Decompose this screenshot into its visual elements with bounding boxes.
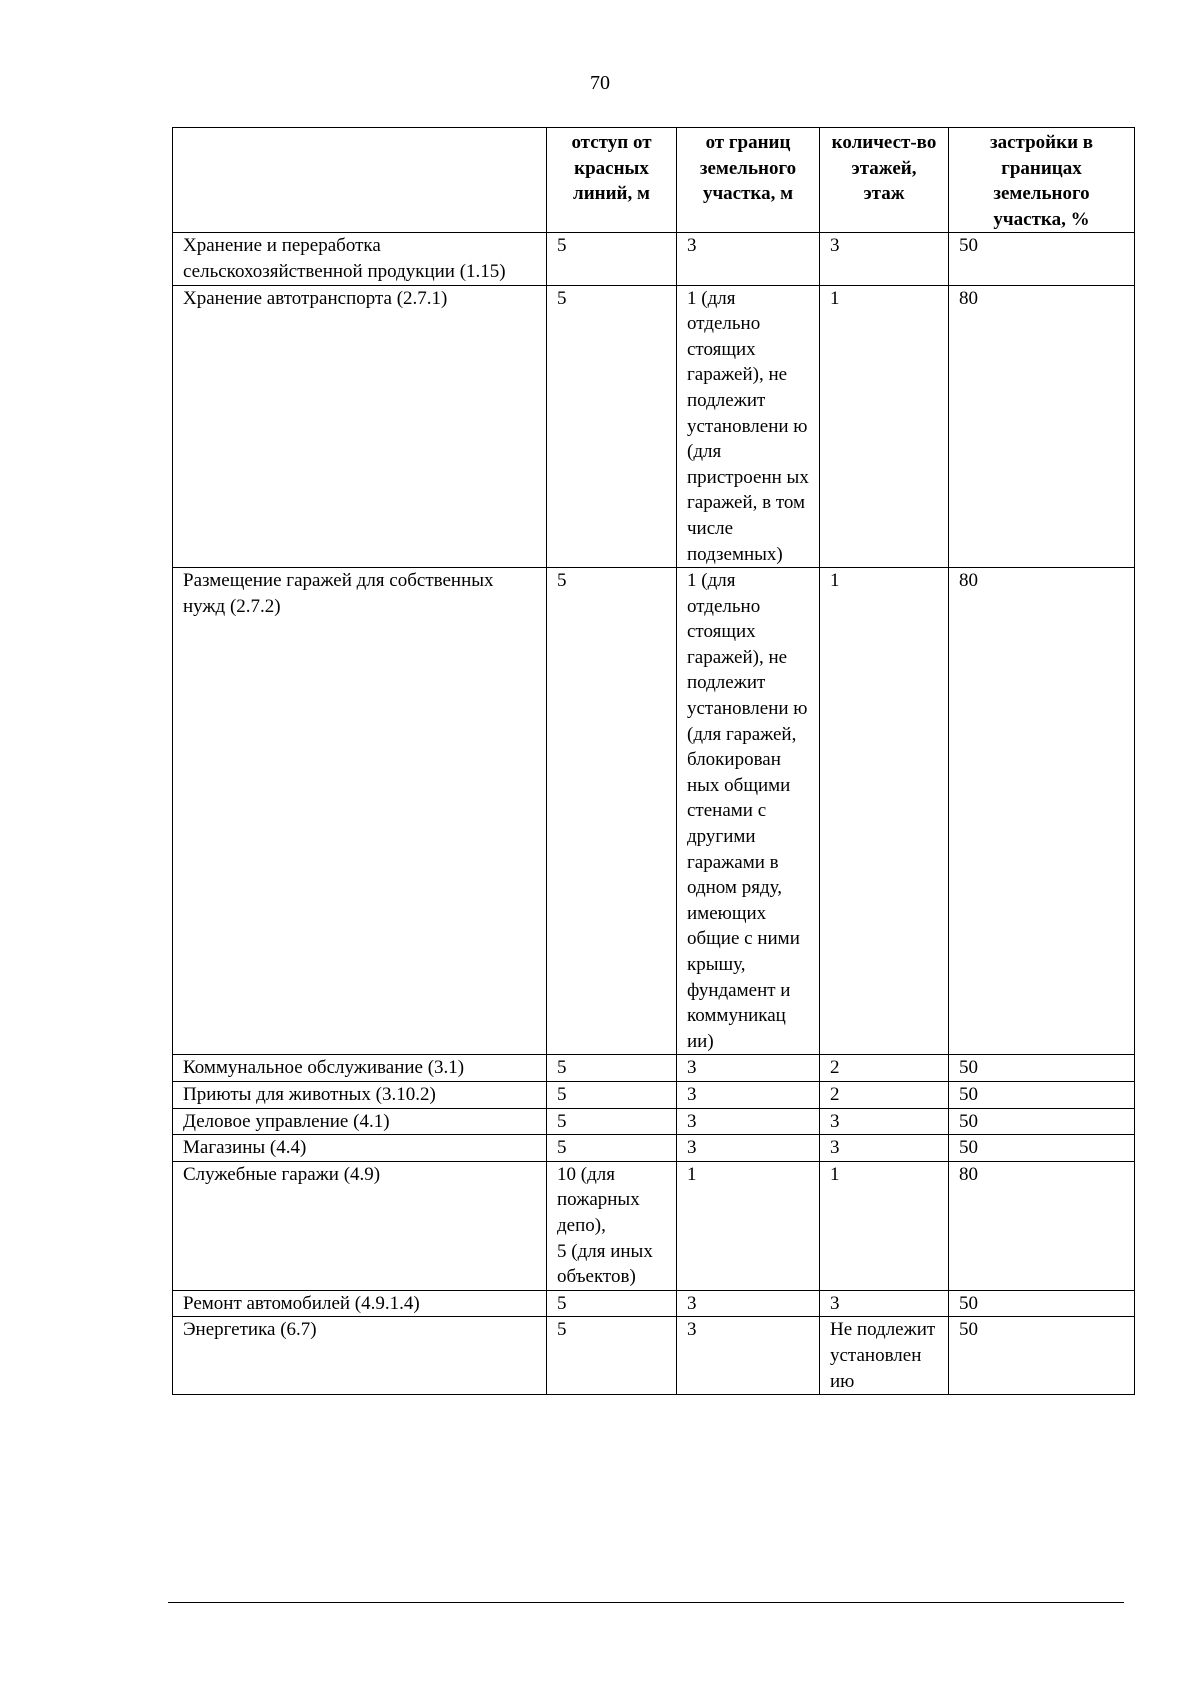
cell-use-type: Коммунальное обслуживание (3.1) <box>173 1055 547 1082</box>
cell-floor-count: 3 <box>820 1108 949 1135</box>
header-cell-coverage-percent: застройки в границах земельного участка, % <box>949 128 1135 233</box>
cell-coverage-percent: 50 <box>949 1081 1135 1108</box>
cell-floor-count: Не подлежит установлен ию <box>820 1317 949 1395</box>
cell-plot-boundary-setback: 3 <box>677 1108 820 1135</box>
cell-red-line-setback: 5 <box>547 285 677 568</box>
cell-red-line-setback: 5 <box>547 233 677 285</box>
cell-use-type: Ремонт автомобилей (4.9.1.4) <box>173 1290 547 1317</box>
cell-plot-boundary-setback: 3 <box>677 233 820 285</box>
cell-floor-count: 3 <box>820 1135 949 1162</box>
table-row <box>173 568 1135 1055</box>
cell-red-line-setback: 5 <box>547 1055 677 1082</box>
table-row <box>173 1135 1135 1162</box>
cell-red-line-setback: 5 <box>547 1081 677 1108</box>
cell-use-type: Магазины (4.4) <box>173 1135 547 1162</box>
cell-red-line-setback: 5 <box>547 1108 677 1135</box>
cell-floor-count: 1 <box>820 285 949 568</box>
cell-use-type: Размещение гаражей для собственных нужд (2.7.2) <box>173 568 547 1055</box>
header-cell-red-line-setback: отступ от красных линий, м <box>547 128 677 233</box>
cell-use-type: Хранение и переработка сельскохозяйственной продукции (1.15) <box>173 233 547 285</box>
table-row <box>173 1290 1135 1317</box>
table-row <box>173 285 1135 568</box>
cell-use-type: Деловое управление (4.1) <box>173 1108 547 1135</box>
cell-coverage-percent: 80 <box>949 285 1135 568</box>
cell-use-type: Служебные гаражи (4.9) <box>173 1161 547 1290</box>
cell-plot-boundary-setback: 1 (для отдельно стоящих гаражей), не подлежит установлени ю (для гаражей, блокирован ных общими стенами с другими гаражами в одном ряду, имеющих общие с ними крышу, фундамент и коммуникац ии) <box>677 568 820 1055</box>
cell-red-line-setback: 5 <box>547 1135 677 1162</box>
cell-floor-count: 1 <box>820 568 949 1055</box>
cell-plot-boundary-setback: 1 (для отдельно стоящих гаражей), не подлежит установлени ю (для пристроенн ых гаражей, в том числе подземных) <box>677 285 820 568</box>
cell-coverage-percent: 50 <box>949 1135 1135 1162</box>
cell-floor-count: 2 <box>820 1081 949 1108</box>
cell-use-type: Энергетика (6.7) <box>173 1317 547 1395</box>
header-cell-floor-count: количест-во этажей, этаж <box>820 128 949 233</box>
cell-use-type: Приюты для животных (3.10.2) <box>173 1081 547 1108</box>
cell-floor-count: 1 <box>820 1161 949 1290</box>
cell-floor-count: 2 <box>820 1055 949 1082</box>
cell-red-line-setback: 5 <box>547 568 677 1055</box>
cell-red-line-setback: 5 <box>547 1317 677 1395</box>
cell-coverage-percent: 80 <box>949 568 1135 1055</box>
footer-rule <box>168 1602 1124 1603</box>
header-cell-plot-boundary-setback: от границ земельного участка, м <box>677 128 820 233</box>
table-header-row <box>173 128 1135 233</box>
cell-red-line-setback: 10 (для пожарных депо), 5 (для иных объектов) <box>547 1161 677 1290</box>
cell-coverage-percent: 50 <box>949 1055 1135 1082</box>
cell-use-type: Хранение автотранспорта (2.7.1) <box>173 285 547 568</box>
table-row <box>173 1317 1135 1395</box>
header-cell-name <box>173 128 547 233</box>
table-row <box>173 1055 1135 1082</box>
cell-coverage-percent: 50 <box>949 1290 1135 1317</box>
cell-plot-boundary-setback: 3 <box>677 1055 820 1082</box>
cell-floor-count: 3 <box>820 1290 949 1317</box>
table-row <box>173 1108 1135 1135</box>
cell-plot-boundary-setback: 3 <box>677 1317 820 1395</box>
table-row <box>173 1161 1135 1290</box>
cell-coverage-percent: 50 <box>949 1108 1135 1135</box>
cell-coverage-percent: 80 <box>949 1161 1135 1290</box>
cell-plot-boundary-setback: 1 <box>677 1161 820 1290</box>
page-number: 70 <box>590 72 610 94</box>
cell-plot-boundary-setback: 3 <box>677 1290 820 1317</box>
cell-coverage-percent: 50 <box>949 233 1135 285</box>
cell-red-line-setback: 5 <box>547 1290 677 1317</box>
cell-floor-count: 3 <box>820 233 949 285</box>
table-row <box>173 1081 1135 1108</box>
table-row <box>173 233 1135 285</box>
regulations-table <box>172 127 1135 1395</box>
cell-plot-boundary-setback: 3 <box>677 1081 820 1108</box>
cell-coverage-percent: 50 <box>949 1317 1135 1395</box>
cell-plot-boundary-setback: 3 <box>677 1135 820 1162</box>
